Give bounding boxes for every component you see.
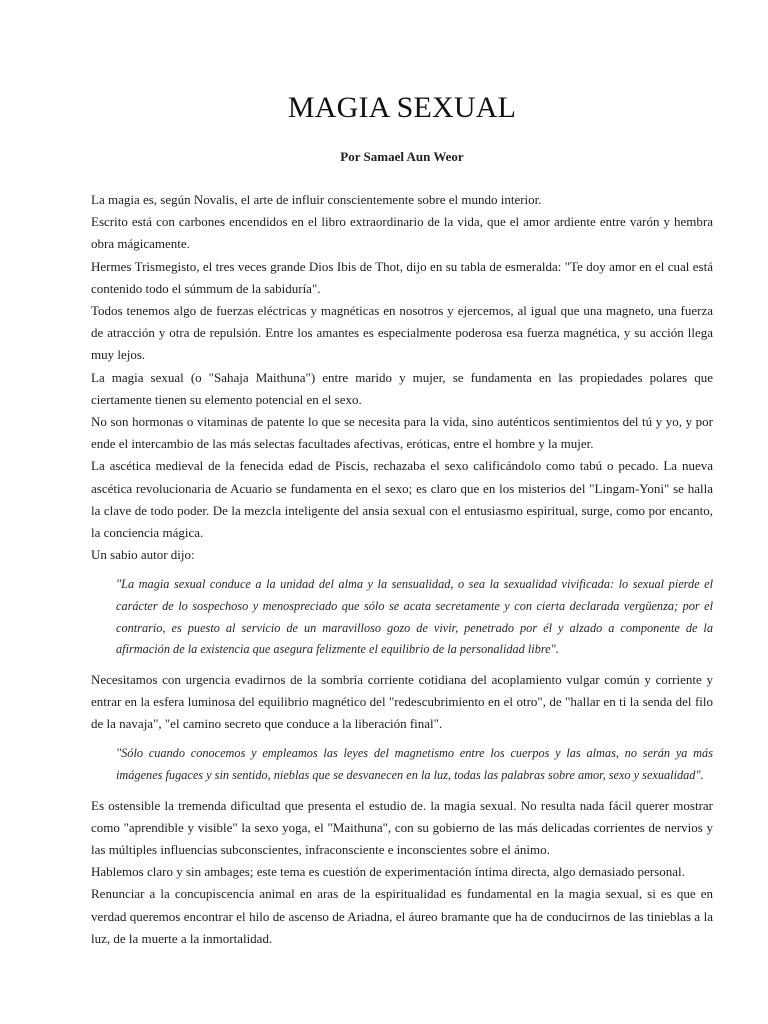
- paragraph: Escrito está con carbones encendidos en el libro extraordinario de la vida, que el amor ardiente entre varón y hembra obra mágicamente.: [91, 214, 713, 252]
- block-quote: "Sólo cuando conocemos y empleamos las leyes del magnetismo entre los cuerpos y las almas, no serán ya más imágenes fugaces y sin sentido, nieblas que se desvanecen en la luz, todas las palabras sobre amor, sexo y sexualidad".: [116, 746, 713, 783]
- document-page: [91, 88, 713, 950]
- paragraph: La ascética medieval de la fenecida edad de Piscis, rechazaba el sexo calificándolo como tabú o pecado. La nueva ascética revolucionaria de Acuario se fundamenta en el sexo; es claro que en los misterios del "Lingam-Yoni" se halla la clave de todo poder. De la mezcla inteligente del ansia sexual con el entusiasmo espiritual, surge, como por encanto, la conciencia mágica.: [91, 458, 713, 541]
- paragraph: La magia es, según Novalis, el arte de influir conscientemente sobre el mundo interior.: [91, 192, 542, 207]
- paragraph: La magia sexual (o "Sahaja Maithuna") entre marido y mujer, se fundamenta en las propiedades polares que ciertamente tienen su elemento potencial en el sexo.: [91, 369, 713, 407]
- paragraph: Necesitamos con urgencia evadirnos de la sombría corriente cotidiana del acoplamiento vulgar común y corriente y entrar en la esfera luminosa del equilibrio magnético del "redescubrimiento en el otro", de "hallar en ti la senda del filo de la navaja", "el camino secreto que conduce a la liberación final".: [91, 671, 713, 732]
- document-title: MAGIA SEXUAL: [287, 91, 517, 124]
- paragraph: Es ostensible la tremenda dificultad que presenta el estudio de. la magia sexual. No resulta nada fácil querer mostrar como "aprendible y visible" la sexo yoga, el "Maithuna", con su gobierno de las más delicadas corrientes de nervios y las múltiples influencias subconscientes, infraconsciente e inconscientes sobre el ánimo.: [91, 797, 713, 858]
- paragraph: Hablemos claro y sin ambages; este tema es cuestión de experimentación íntima directa, algo demasiado personal.: [91, 864, 685, 880]
- document-author: Por Samael Aun Weor: [340, 149, 464, 164]
- paragraph: Un sabio autor dijo:: [91, 547, 195, 563]
- paragraph: Todos tenemos algo de fuerzas eléctricas y magnéticas en nosotros y ejercemos, al igual que una magneto, una fuerza de atracción y otra de repulsión. Entre los amantes es especialmente poderosa esa fuerza magnética, y su acción llega muy lejos.: [91, 303, 713, 363]
- paragraph: No son hormonas o vitaminas de patente lo que se necesita para la vida, sino auténticos sentimientos del tú y yo, y por ende el intercambio de las más selectas facultades afectivas, eróticas, entre el hombre y la mujer.: [91, 414, 713, 452]
- document-body: [91, 189, 713, 950]
- block-quote: "La magia sexual conduce a la unidad del alma y la sensualidad, o sea la sexualidad vivificada: lo sexual pierde el carácter de lo sospechoso y menospreciado que sólo se acata secretamente y con cierta declarada vergüenza; por el contrario, es puesto al servicio de un maravilloso gozo de vivir, penetrado por él y alzado a componente de la afirmación de la existencia que asegura felizmente el equilibrio de la personalidad libre".: [116, 577, 713, 657]
- paragraph: Hermes Trismegisto, el tres veces grande Dios Ibis de Thot, dijo en su tabla de esmeralda: "Te doy amor en el cual está contenido todo el súmmum de la sabiduría".: [91, 258, 713, 296]
- paragraph: Renunciar a la concupiscencia animal en aras de la espiritualidad es fundamental en la magia sexual, si es que en verdad queremos encontrar el hilo de ascenso de Ariadna, el áureo bramante que ha de conducirnos de las tinieblas a la luz, de la muerte a la inmortalidad.: [91, 886, 713, 946]
